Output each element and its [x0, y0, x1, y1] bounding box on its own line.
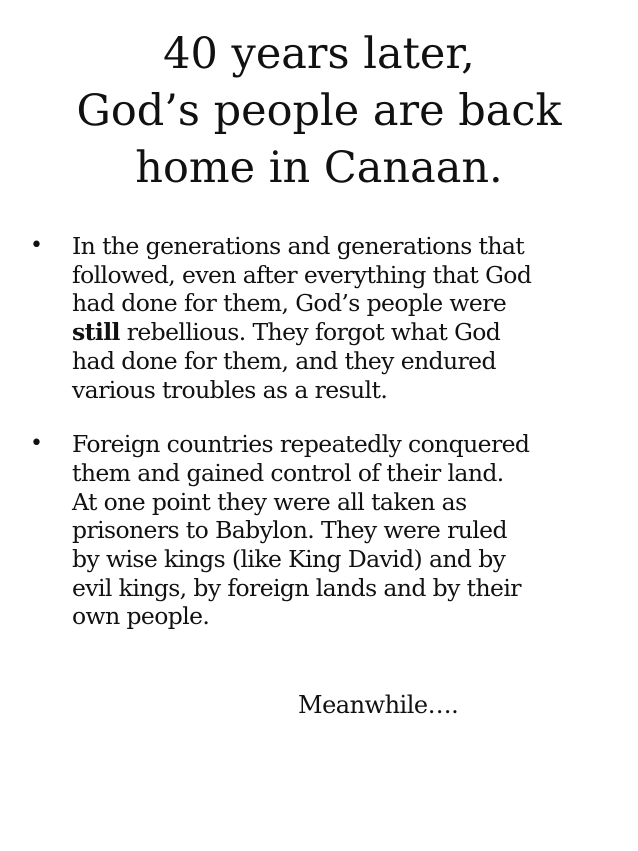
title-line-3: home in Canaan.: [135, 143, 503, 193]
slide-title: [40, 26, 598, 197]
bullet-line: own people.: [72, 602, 210, 631]
bullet-marker: •: [30, 233, 43, 258]
closing-text: Meanwhile….: [298, 691, 459, 719]
title-line-1: 40 years later,: [163, 29, 475, 79]
bullet-line: At one point they were all taken as: [72, 487, 467, 516]
title-line-2: God’s people are back: [76, 86, 562, 136]
bullet-line-emphasis: [72, 318, 620, 347]
bullet-line: In the generations and generations that: [72, 232, 525, 260]
bullet-line: had done for them, God’s people were: [72, 289, 507, 318]
bullet-item-foreign-countries: [30, 430, 620, 631]
bullet-line: them and gained control of their land.: [72, 458, 504, 487]
emphasis-word-still: still: [72, 318, 120, 347]
bullet-line-rest: rebellious. They forgot what God: [119, 318, 501, 347]
bullet-line: by wise kings (like King David) and by: [72, 545, 506, 574]
bullet-line: Foreign countries repeatedly conquered: [72, 430, 530, 459]
bullet-marker: •: [30, 431, 43, 457]
bullet-item-generations: [30, 232, 620, 404]
bullet-list: [30, 232, 620, 657]
bullet-line: had done for them, and they endured: [72, 346, 496, 375]
bullet-line: evil kings, by foreign lands and by their: [72, 573, 521, 602]
bullet-line: various troubles as a result.: [72, 375, 388, 404]
bullet-line: prisoners to Babylon. They were ruled: [72, 516, 507, 545]
bullet-line: followed, even after everything that God: [72, 260, 532, 289]
